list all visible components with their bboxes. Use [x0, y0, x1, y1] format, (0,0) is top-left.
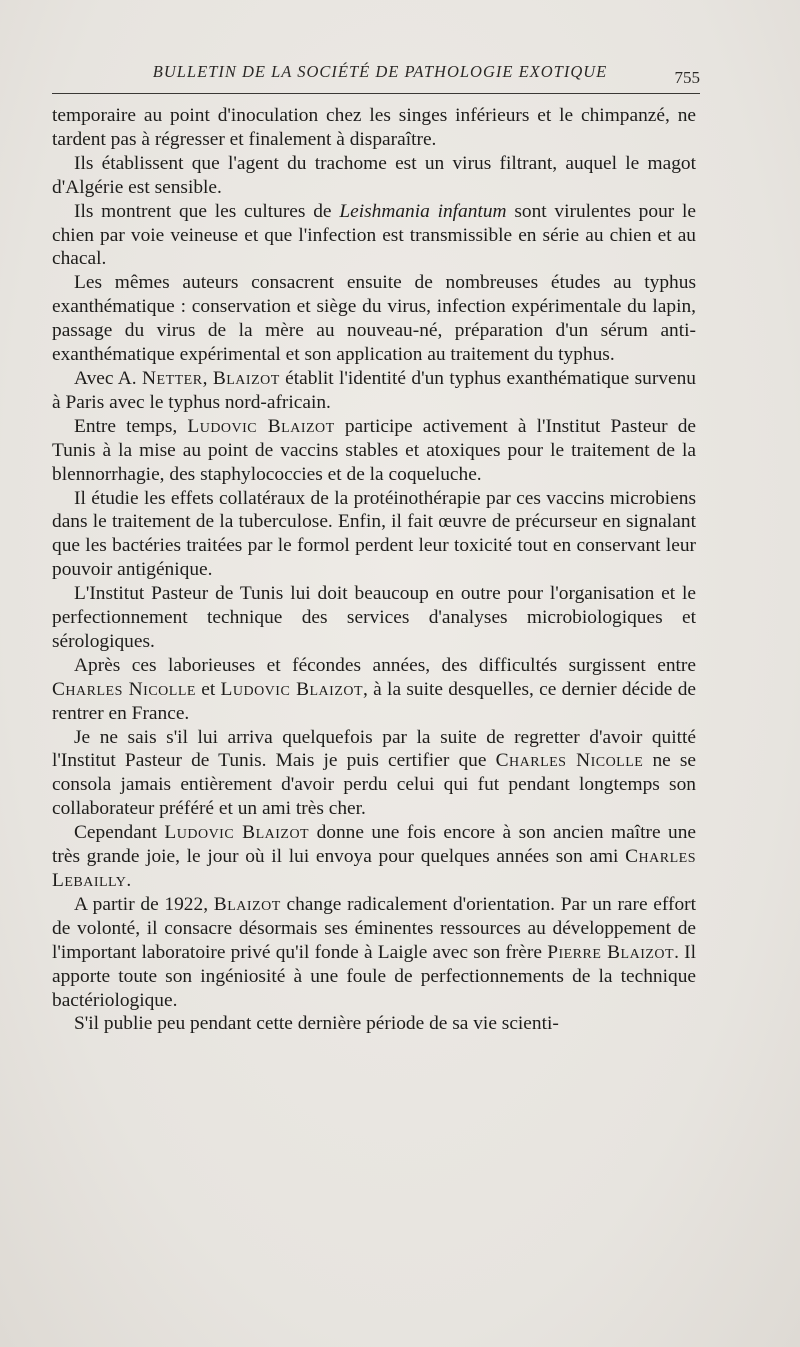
text-run: temporaire au point d'inoculation chez les singes inférieurs et le chimpanzé, ne tardent pas à régresser et finalement à disparaître. — [52, 105, 696, 150]
person-name: Ludovic Blaizot — [164, 822, 310, 844]
paragraph — [52, 654, 696, 726]
italic-term: Leishmania infantum — [339, 200, 507, 222]
text-run: participe activement à l'Institut Pasteur de Tunis à la mise au point de vaccins stables et atoxiques pour le traitement de la blennorrhagie, des staphylococcies et de la coqueluche. — [52, 415, 697, 485]
person-name: Pierre Blaizot — [547, 941, 675, 963]
text-run: . — [126, 870, 132, 891]
text-run: ne se consola jamais entièrement d'avoir perdu celui qui fut pendant longtemps son collaborateur préféré et un ami très cher. — [52, 750, 697, 820]
paragraph — [52, 726, 696, 822]
person-name: Blaizot — [213, 893, 281, 915]
person-name: Charles Nicolle — [52, 678, 196, 700]
text-run: A partir de 1922, — [74, 893, 214, 915]
paragraph — [52, 152, 696, 200]
paragraph — [52, 271, 696, 367]
paragraph — [52, 415, 696, 487]
text-run: L'Institut Pasteur de Tunis lui doit beaucoup en outre pour l'organisation et le perfectionnement technique des services d'analyses microbiologiques et sérologiques. — [52, 583, 696, 652]
paragraph — [52, 821, 696, 893]
paragraph — [52, 104, 696, 152]
paragraph — [52, 367, 696, 415]
text-run: , — [202, 367, 213, 389]
text-run: Avec A. — [74, 367, 143, 389]
paragraph — [52, 582, 696, 654]
text-run: et — [195, 678, 221, 700]
text-run: S'il publie peu pendant cette dernière période de sa vie scienti- — [74, 1013, 559, 1035]
page-number: 755 — [674, 68, 700, 87]
person-name: Charles Lebailly — [52, 846, 696, 891]
paragraph — [52, 487, 696, 583]
text-run: Ils établissent que l'agent du trachome est un virus filtrant, auquel le magot d'Algérie est sensible. — [52, 152, 696, 198]
text-run: sont virulentes pour le chien par voie veineuse et que l'infection est transmissible en série au chien et au chacal. — [52, 200, 696, 270]
text-run: , à la suite desquelles, ce dernier décide de rentrer en France. — [52, 678, 696, 724]
text-run: Après ces laborieuses et fécondes années, des difficultés surgissent entre — [74, 654, 696, 676]
running-header: BULLETIN DE LA SOCIÉTÉ DE PATHOLOGIE EXOTIQUE — [152, 62, 608, 81]
text-run: établit l'identité d'un typhus exanthématique survenu à Paris avec le typhus nord-africain. — [52, 367, 696, 413]
header-rule — [52, 93, 700, 94]
text-run: Les mêmes auteurs consacrent ensuite de nombreuses études au typhus exanthématique : conservation et siège du virus, infection expérimentale du lapin, passage du virus de la mère au nouveau-né, préparation d'un sérum anti-exanthématique expérimental et son application au traitement du typhus. — [52, 272, 696, 366]
text-run: Ils montrent que les cultures de — [74, 200, 340, 222]
text-run: Cependant — [74, 822, 165, 844]
person-name: Charles Nicolle — [495, 750, 644, 772]
paragraph — [52, 1012, 696, 1036]
text-run: donne une fois encore à son ancien maître une très grande joie, le jour où il lui envoya pour quelques années son ami — [52, 822, 697, 868]
person-name: Ludovic Blaizot — [187, 415, 335, 437]
text-run: Je ne sais s'il lui arriva quelquefois par la suite de regretter d'avoir quitté l'Institut Pasteur de Tunis. Mais je puis certifier que — [52, 726, 696, 772]
text-run: . Il apporte toute son ingéniosité à une foule de perfectionnements de la technique bactériologique. — [52, 941, 697, 1011]
person-name: Ludovic Blaizot — [220, 678, 364, 700]
paragraph — [52, 893, 696, 1013]
paragraph — [52, 200, 696, 272]
person-name: Blaizot — [212, 367, 280, 389]
person-name: Netter — [142, 367, 203, 389]
text-run: Entre temps, — [74, 415, 188, 437]
body-text — [52, 104, 696, 1036]
text-run: Il étudie les effets collatéraux de la protéinothérapie par ces vaccins microbiens dans le traitement de la tuberculose. Enfin, il fait œuvre de précurseur en signalant que les bactéries traitées par le formol perdent leur toxicité tout en conservant leur pouvoir antigénique. — [52, 487, 696, 581]
text-run: change radicalement d'orientation. Par un rare effort de volonté, il consacre désormais ses éminentes ressources au développement de l'important laboratoire privé qu'il fonde à Laigle avec son frère — [52, 893, 697, 963]
